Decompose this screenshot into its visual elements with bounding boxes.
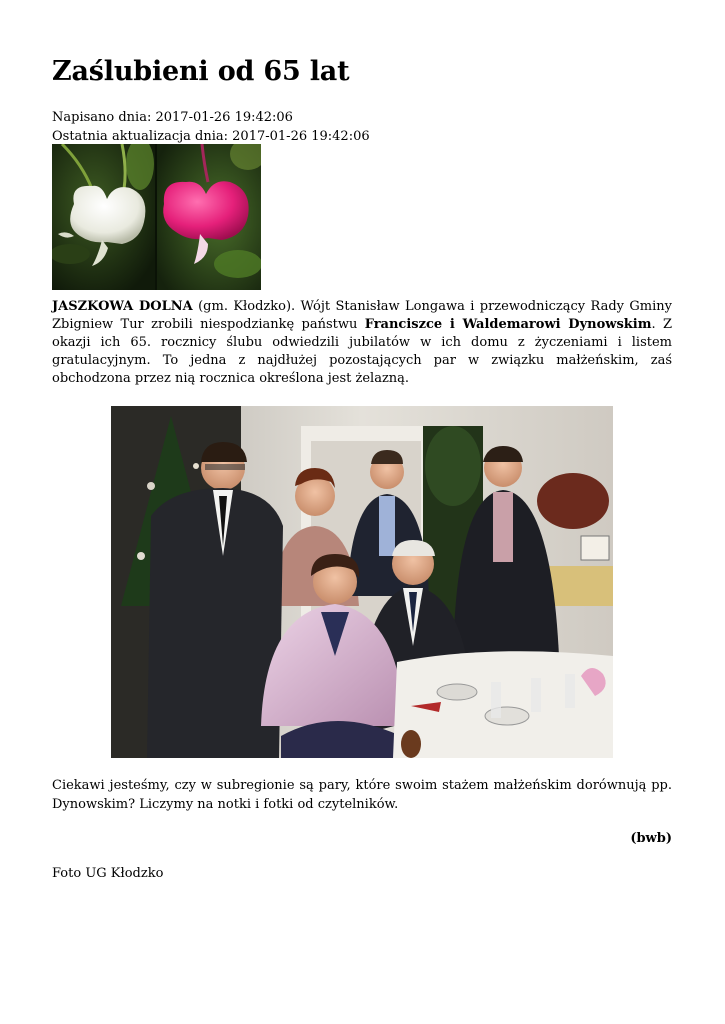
jubilee-group-photo [111, 406, 613, 758]
lead-text-part-2: . Z okazji ich 65. rocznicy ślubu odwiedzili jubilatów w ich domu z życzeniami i listem gratulacyjnym. To jedna z najdłużej pozostających par w związku małżeńskim, zaś obchodzona przez nią rocznica określona jest żelazną. [52, 317, 672, 386]
lead-text-part-1: (gm. Kłodzko). Wójt Stanisław Longawa i przewodniczący Rady Gminy Zbigniew Tur zrobili niespodziankę państwu [52, 299, 672, 332]
article-title: Zaślubieni od 65 lat [52, 56, 350, 87]
updated-date: 2017-01-26 19:42:06 [232, 129, 370, 144]
article-meta [52, 108, 370, 146]
photo-credit: Foto UG Kłodzko [52, 866, 164, 881]
published-label: Napisano dnia: [52, 110, 152, 125]
author-signature: (bwb) [630, 831, 672, 846]
lead-names: Franciszce i Waldemarowi Dynowskim [364, 317, 652, 332]
updated-label: Ostatnia aktualizacja dnia: [52, 129, 229, 144]
lead-location: JASZKOWA DOLNA [52, 299, 193, 314]
published-line [52, 108, 370, 127]
article-lead-paragraph [52, 298, 672, 388]
flowers-thumbnail-image [52, 144, 261, 290]
article-closing-paragraph: Ciekawi jesteśmy, czy w subregionie są pary, które swoim stażem małżeńskim dorównują pp. Dynowskim? Liczymy na notki i fotki od czytelników. [52, 778, 672, 812]
published-date: 2017-01-26 19:42:06 [155, 110, 293, 125]
